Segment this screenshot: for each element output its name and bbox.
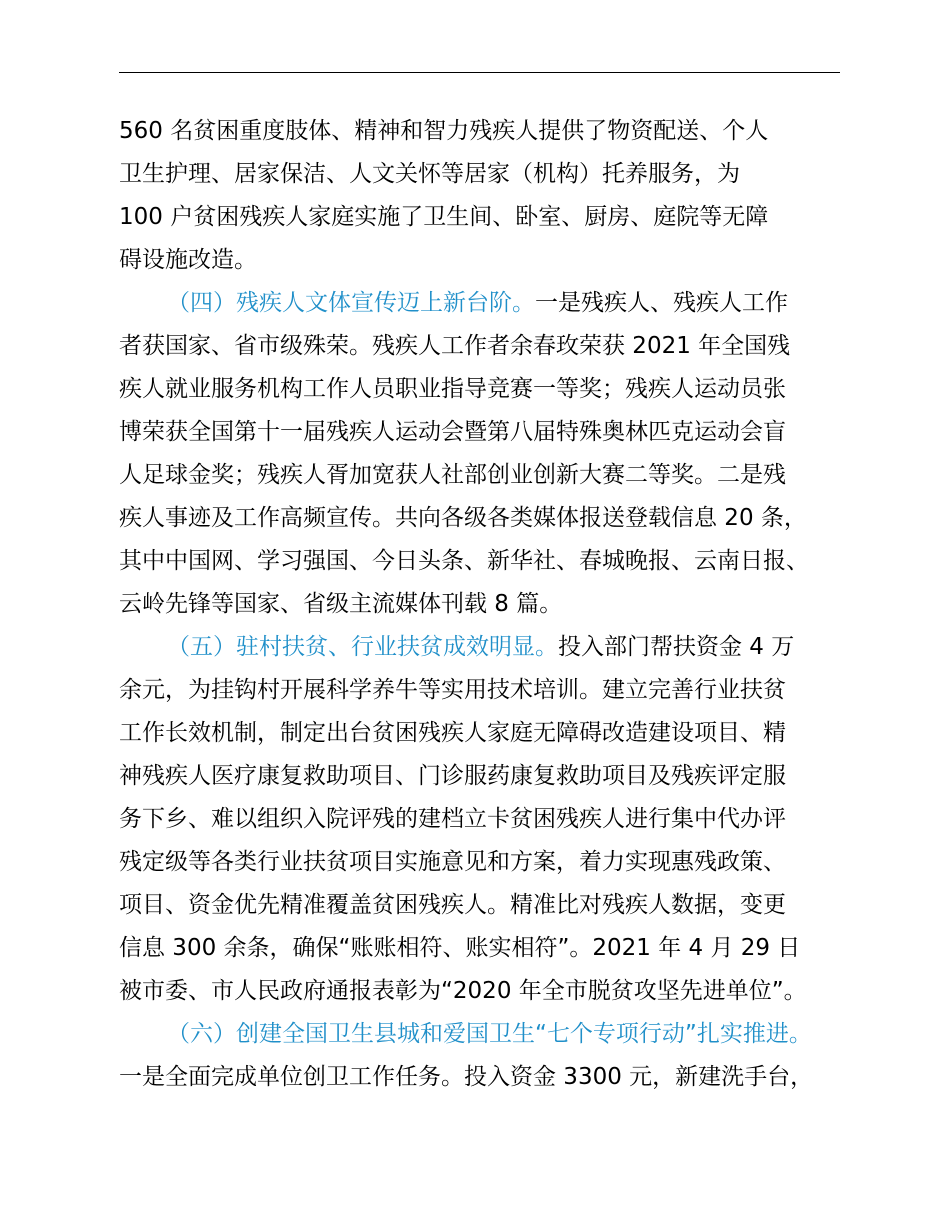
text-line: 其中中国网、学习强国、今日头条、新华社、春城晚报、云南日报、 [119, 548, 809, 574]
text-line: 云岭先锋等国家、省级主流媒体刊载 8 篇。 [119, 591, 563, 617]
text-line: 神残疾人医疗康复救助项目、门诊服药康复救助项目及残疾评定服 [119, 763, 786, 789]
text-line: 碍设施改造。 [119, 247, 257, 273]
text-span: 一是残疾人、残疾人工作 [535, 290, 788, 316]
text-line: 100 户贫困残疾人家庭实施了卫生间、卧室、厨房、庭院等无障 [119, 204, 769, 230]
text-line: 疾人事迹及工作高频宣传。共向各级各类媒体报送登载信息 20 条， [119, 505, 807, 531]
text-line: 疾人就业服务机构工作人员职业指导竞赛一等奖；残疾人运动员张 [119, 376, 786, 402]
body-text [119, 110, 859, 1099]
section-heading-five: （五）驻村扶贫、行业扶贫成效明显。 [167, 634, 558, 660]
section-four-first-line [119, 282, 859, 325]
text-line: 被市委、市人民政府通报表彰为“2020 年全市脱贫攻坚先进单位”。 [119, 978, 807, 1004]
text-line: 博荣获全国第十一届残疾人运动会暨第八届特殊奥林匹克运动会盲 [119, 419, 786, 445]
text-line: 信息 300 余条，确保“账账相符、账实相符”。2021 年 4 月 29 日 [119, 935, 801, 961]
text-line: 残定级等各类行业扶贫项目实施意见和方案，着力实现惠残政策、 [119, 849, 786, 875]
text-line: 项目、资金优先精准覆盖贫困残疾人。精准比对残疾人数据，变更 [119, 892, 786, 918]
header-rule [119, 72, 840, 73]
text-line: 工作长效机制，制定出台贫困残疾人家庭无障碍改造建设项目、精 [119, 720, 786, 746]
text-span: 投入部门帮扶资金 4 万 [558, 634, 795, 660]
section-five-first-line [119, 626, 859, 669]
text-line: 余元，为挂钩村开展科学养牛等实用技术培训。建立完善行业扶贫 [119, 677, 786, 703]
text-line: 人足球金奖；残疾人胥加宽获人社部创业创新大赛二等奖。二是残 [119, 462, 786, 488]
section-heading-six: （六）创建全国卫生县城和爱国卫生“七个专项行动”扎实推进。 [167, 1021, 812, 1047]
text-line: 者获国家、省市级殊荣。残疾人工作者余春玫荣获 2021 年全国残 [119, 333, 791, 359]
text-line: 一是全面完成单位创卫工作任务。投入资金 3300 元，新建洗手台， [119, 1064, 814, 1090]
text-line: 卫生护理、居家保洁、人文关怀等居家（机构）托养服务，为 [119, 161, 740, 187]
text-line: 务下乡、难以组织入院评残的建档立卡贫困残疾人进行集中代办评 [119, 806, 786, 832]
section-six-first-line [119, 1013, 859, 1056]
section-heading-four: （四）残疾人文体宣传迈上新台阶。 [167, 290, 535, 316]
text-line: 560 名贫困重度肢体、精神和智力残疾人提供了物资配送、个人 [119, 118, 769, 144]
